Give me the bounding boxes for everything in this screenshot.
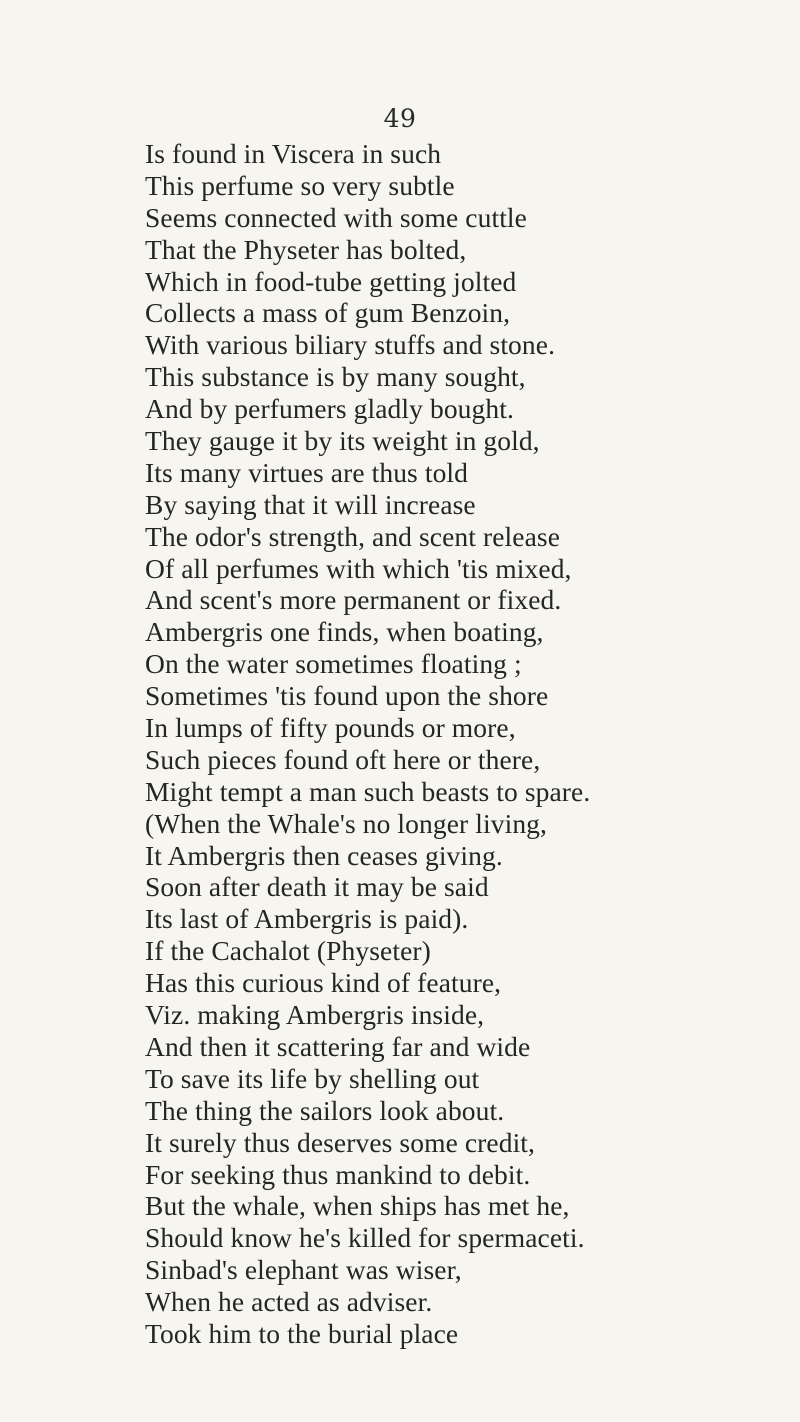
poem-line: With various biliary stuffs and stone. [145,329,556,361]
poem-text [145,138,800,1350]
poem-line: It Ambergris then ceases giving. [145,839,503,871]
poem-line: Viz. making Ambergris inside, [145,999,485,1031]
poem-line: Sometimes 'tis found upon the shore [145,680,549,712]
poem-line: For seeking thus mankind to debit. [145,1158,531,1190]
poem-line: They gauge it by its weight in gold, [145,425,540,457]
poem-line: Might tempt a man such beasts to spare. [145,775,591,807]
poem-line: Has this curious kind of feature, [145,967,502,999]
poem-line: It surely thus deserves some credit, [145,1126,536,1158]
poem-line: That the Physeter has bolted, [145,233,467,265]
poem-line: And by perfumers gladly bought. [145,393,514,425]
poem-line: (When the Whale's no longer living, [145,807,548,839]
poem-line: And then it scattering far and wide [145,1030,531,1062]
page-number: 49 [383,104,417,133]
poem-line: Such pieces found oft here or there, [145,743,541,775]
poem-line: Took him to the burial place [145,1317,459,1349]
poem-line: To save its life by shelling out [145,1062,480,1094]
poem-line: Which in food-tube getting jolted [145,265,517,297]
poem-line: Collects a mass of gum Benzoin, [145,297,511,329]
poem-line: When he acted as adviser. [145,1286,433,1318]
poem-line: Seems connected with some cuttle [145,201,527,233]
poem-line: Its many virtues are thus told [145,456,469,488]
poem-line: By saying that it will increase [145,488,476,520]
poem-line: Of all perfumes with which 'tis mixed, [145,552,572,584]
poem-line: In lumps of fifty pounds or more, [145,712,516,744]
poem-line: This substance is by many sought, [145,361,526,393]
poem-line: The thing the sailors look about. [145,1094,505,1126]
poem-line: Sinbad's elephant was wiser, [145,1254,462,1286]
poem-line: Its last of Ambergris is paid). [145,903,469,935]
poem-line: Ambergris one finds, when boating, [145,616,544,648]
poem-line: Is found in Viscera in such [145,138,442,169]
poem-line: And scent's more permanent or fixed. [145,584,562,616]
poem-line: If the Cachalot (Physeter) [145,935,431,967]
poem-line: But the whale, when ships has met he, [145,1190,570,1222]
poem-line: The odor's strength, and scent release [145,520,560,552]
poem-line: Soon after death it may be said [145,871,489,903]
poem-line: On the water sometimes floating ; [145,648,522,680]
poem-line: This perfume so very subtle [145,169,455,201]
poem-line: Should know he's killed for spermaceti. [145,1222,585,1254]
